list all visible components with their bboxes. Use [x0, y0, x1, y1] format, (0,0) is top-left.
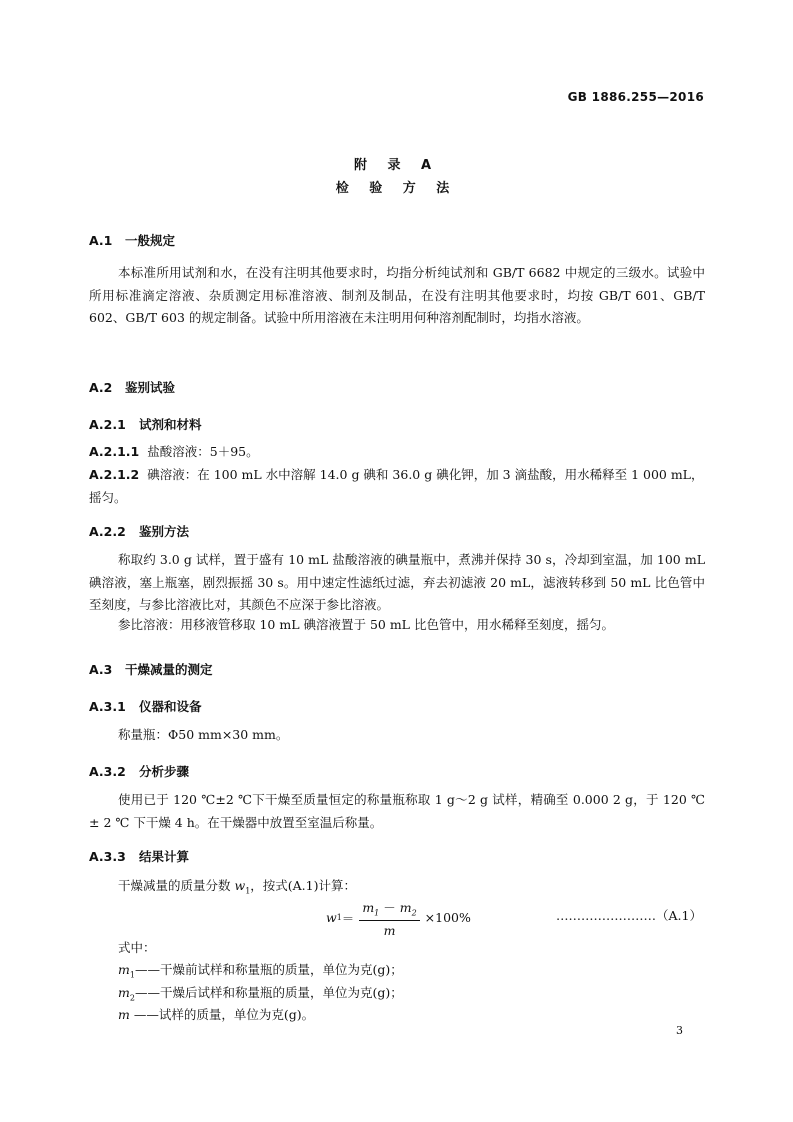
list-item [89, 464, 705, 509]
section-heading-a33 [89, 847, 189, 865]
standard-id: GB 1886.255—2016 [567, 90, 704, 104]
section-heading-a31 [89, 697, 202, 715]
paragraph-apparatus: 称量瓶：Φ50 mm×30 mm。 [118, 727, 289, 742]
section-number: A.3.3 [89, 849, 126, 864]
section-number: A.1 [89, 233, 113, 248]
section-number: A.3 [89, 662, 113, 677]
section-number: A.2.2 [89, 524, 126, 539]
section-heading-a22 [89, 522, 189, 540]
section-heading-a2 [89, 378, 175, 396]
section-title: 一般规定 [125, 233, 176, 248]
item-number: A.2.1.2 [89, 467, 140, 482]
equation-number: ……………………（A.1） [556, 908, 702, 923]
page-number: 3 [676, 1024, 683, 1037]
section-title: 鉴别试验 [125, 380, 176, 395]
section-heading-a32 [89, 762, 189, 780]
section-title: 仪器和设备 [139, 699, 202, 714]
section-title: 干燥减量的测定 [125, 662, 213, 677]
item-text: 碘溶液：在 100 mL 水中溶解 14.0 g 碘和 36.0 g 碘化钾，加 3 滴盐酸，用水稀释至 1 000 mL，摇匀。 [89, 467, 704, 505]
formula-a1: w 1 ＝ $\frac{m_1 - m_2}{m}$ ×100% [326, 900, 471, 938]
formula-fraction [359, 898, 419, 938]
formula-intro: 干燥减量的质量分数 $w_1$，按式(A.1)计算： [118, 878, 356, 896]
section-heading-a21 [89, 415, 202, 433]
section-number: A.3.2 [89, 764, 126, 779]
section-title: 结果计算 [139, 849, 190, 864]
item-text: 盐酸溶液：5＋95。 [147, 444, 259, 459]
where-label: 式中： [118, 940, 156, 955]
paragraph-analysis-steps: 使用已于 120 ℃±2 ℃下干燥至质量恒定的称量瓶称取 1 g～2 g 试样，精确至 0.000 2 g，于 120 ℃± 2 ℃ 下干燥 4 h。在干燥器中放置至室温后称量。 [89, 792, 705, 830]
section-number: A.2.1 [89, 417, 126, 432]
annex-title: 检 验 方 法 [335, 181, 458, 196]
section-title: 鉴别方法 [139, 524, 190, 539]
definition-item: $m_2——$干燥后试样和称量瓶的质量，单位为克(g)； [118, 985, 403, 1003]
annex-label: 附 录 A [353, 158, 440, 173]
fraction-denominator: m [383, 922, 396, 938]
paragraph-reference-solution: 参比溶液：用移液管移取 10 mL 碘溶液置于 50 mL 比色管中，用水稀释至刻度，摇匀。 [118, 617, 614, 632]
paragraph-identification-method: 称取约 3.0 g 试样，置于盛有 10 mL 盐酸溶液的碘量瓶中，煮沸并保持 30 s，冷却到室温，加 100 mL 碘溶液，塞上瓶塞，剧烈振摇 30 s。用中速定性滤纸过滤，弃去初滤液 20 mL，滤液转移到 50 mL 比色管中至刻度，与参比溶液比对，其颜色不应深于参比溶液。 [89, 552, 705, 612]
section-heading-a3 [89, 660, 213, 678]
paragraph-general-rules: 本标准所用试剂和水，在没有注明其他要求时，均指分析纯试剂和 GB/T 6682 中规定的三级水。试验中所用标准滴定溶液、杂质测定用标准溶液、制剂及制品，在没有注明其他要求时，均按 GB/T 601、GB/T 602、GB/T 603 的规定制备。试验中所用溶液在未注明用何种溶剂配制时，均指水溶液。 [89, 265, 705, 325]
section-heading-a1 [89, 231, 175, 249]
definition-item: $m_1——$干燥前试样和称量瓶的质量，单位为克(g)； [118, 962, 403, 980]
fraction-numerator: $m_1 - m_2$ [359, 898, 419, 921]
section-number: A.3.1 [89, 699, 126, 714]
item-number: A.2.1.1 [89, 444, 140, 459]
definition-item: m ——试样的质量，单位为克(g)。 [118, 1007, 315, 1022]
section-title: 分析步骤 [139, 764, 190, 779]
section-number: A.2 [89, 380, 113, 395]
list-item [89, 441, 705, 464]
section-title: 试剂和材料 [139, 417, 202, 432]
